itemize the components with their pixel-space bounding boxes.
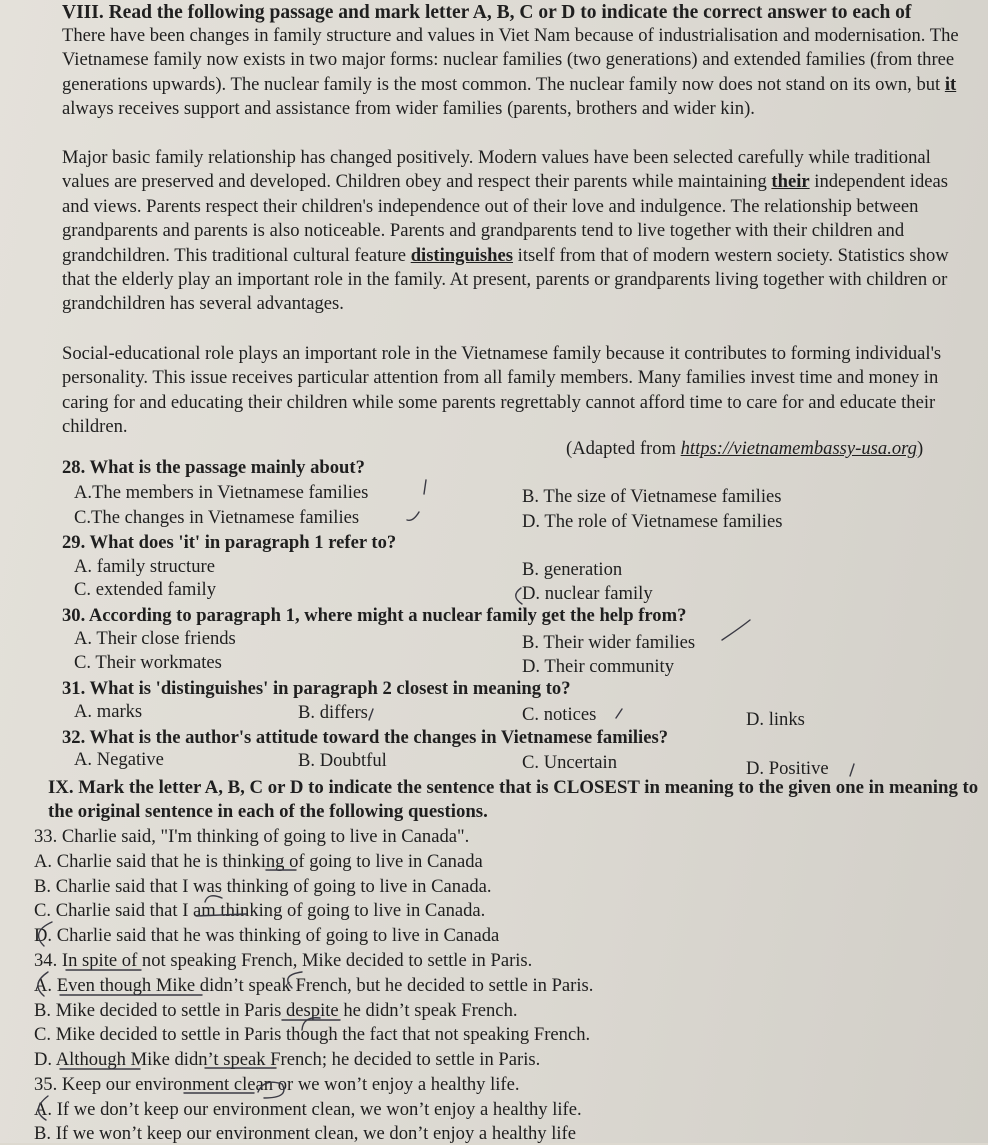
p1-it-underlined: it [944,73,957,95]
q28-option-b: B. The size of Vietnamese families [522,486,782,507]
q30-option-d: D. Their community [522,656,675,677]
q32-option-a: A. Negative [74,749,164,770]
passage-paragraph-3: Social-educational role plays an important role in the Vietnamese family because it contributes to forming individual's personality. This issue receives particular attention from all family members. Many families invest time and money in caring for and educating their children while some parents regrettably cannot afford time to care for and educate their children. [62,343,942,438]
q30-option-c: C. Their workmates [74,652,222,673]
q33-option-d: D. Charlie said that he was thinking of going to live in Canada [34,925,500,946]
question-31: 31. What is 'distinguishes' in paragraph 2 closest in meaning to? [62,678,571,699]
question-29: 29. What does 'it' in paragraph 1 refer to? [62,532,397,553]
tick-q28-a [424,480,426,494]
q29-option-c: C. extended family [74,579,216,600]
q31-option-c: C. notices [522,704,597,725]
q28-option-d: D. The role of Vietnamese families [522,511,783,532]
question-35: 35. Keep our environment clean or we won’t enjoy a healthy life. [34,1074,520,1095]
q29-option-d: D. nuclear family [522,583,653,604]
p2-text-a: Major basic family relationship has changed positively. Modern values have been selected carefully while traditional values are preserved and developed. Children obey and respect their parents while maintaining [62,147,931,193]
tick-q32-d [850,764,854,776]
q28-option-c: C.The changes in Vietnamese families [74,507,360,528]
question-28: 28. What is the passage mainly about? [62,457,365,478]
passage-paragraph-1 [62,24,967,122]
q30-option-a: A. Their close friends [74,628,236,649]
q34-option-d: D. Although Mike didn’t speak French; he decided to settle in Paris. [34,1049,541,1070]
question-32: 32. What is the author's attitude toward the changes in Vietnamese families? [62,727,669,748]
source-link[interactable]: https://vietnamembassy-usa.org [680,438,917,459]
q31-option-a: A. marks [74,701,143,722]
p2-text-c: itself from that of modern western society. Statistics show that the elderly play an important role in the family. At present, parents or grandparents living together with children or grandchildren has several advantages. [62,244,949,315]
p1-text-a: There have been changes in family structure and values in Viet Nam because of industrialisation and modernisation. The Vietnamese family now exists in two major forms: nuclear families (two generations) and extended families (from three generations upwards). The nuclear family is the most common. The nuclear family now does not stand on its own, but [62,25,959,95]
q30-option-b: B. Their wider families [522,632,696,653]
section-viii-title: VIII. Read the following passage and mark letter A, B, C or D to indicate the correct answer to each of [62,2,912,23]
q31-option-b: B. differs [298,702,368,723]
q33-option-b: B. Charlie said that I was thinking of going to live in Canada. [34,876,492,897]
p2-distinguishes-underlined: distinguishes [410,244,513,266]
p2-their-underlined: their [771,171,810,193]
q34-option-c: C. Mike decided to settle in Paris though the fact that not speaking French. [34,1024,591,1045]
q31-option-d: D. links [746,709,805,730]
passage-paragraph-2 [62,146,967,317]
source-citation [566,438,923,460]
q34-option-b: B. Mike decided to settle in Paris despite he didn’t speak French. [34,1000,518,1021]
q33-option-c: C. Charlie said that I am thinking of going to live in Canada. [34,900,486,921]
tick-q31-c [616,709,622,718]
p2-text-b: independent ideas and views. Parents respect their children's independence out of their love and indulgence. The relationship between grandparents and parents is also noticeable. Parents and grandparents tend to live together with their children and grandchildren. This traditional cultural feature [62,171,948,266]
q35-option-a: A. If we don’t keep our environment clean, we won’t enjoy a healthy life. [34,1099,582,1120]
question-33: 33. Charlie said, "I'm thinking of going to live in Canada". [34,826,470,847]
q34-option-a: A. Even though Mike didn’t speak French, but he decided to settle in Paris. [34,975,594,996]
tick-q31-b [369,709,373,720]
q32-option-d: D. Positive [746,758,829,779]
source-prefix: (Adapted from [566,438,681,459]
question-34: 34. In spite of not speaking French, Mike decided to settle in Paris. [34,950,533,971]
p1-text-b: always receives support and assistance from wider families (parents, brothers and wider kin). [62,98,755,120]
tick-q30-b [722,620,750,640]
q32-option-c: C. Uncertain [522,752,618,773]
q35-option-b: B. If we won’t keep our environment clean, we don’t enjoy a healthy life [34,1123,576,1144]
q32-option-b: B. Doubtful [298,750,387,771]
section-ix-title: IX. Mark the letter A, B, C or D to indicate the sentence that is CLOSEST in meaning to the given one in meaning to the original sentence in each of the following questions. [48,777,979,822]
q29-option-a: A. family structure [74,556,215,577]
q33-option-a: A. Charlie said that he is thinking of going to live in Canada [34,851,483,872]
source-suffix: ) [916,438,924,459]
tick-q28-c [407,512,419,520]
question-30: 30. According to paragraph 1, where might a nuclear family get the help from? [62,605,687,626]
q29-option-b: B. generation [522,559,623,580]
q28-option-a: A.The members in Vietnamese families [74,482,369,503]
